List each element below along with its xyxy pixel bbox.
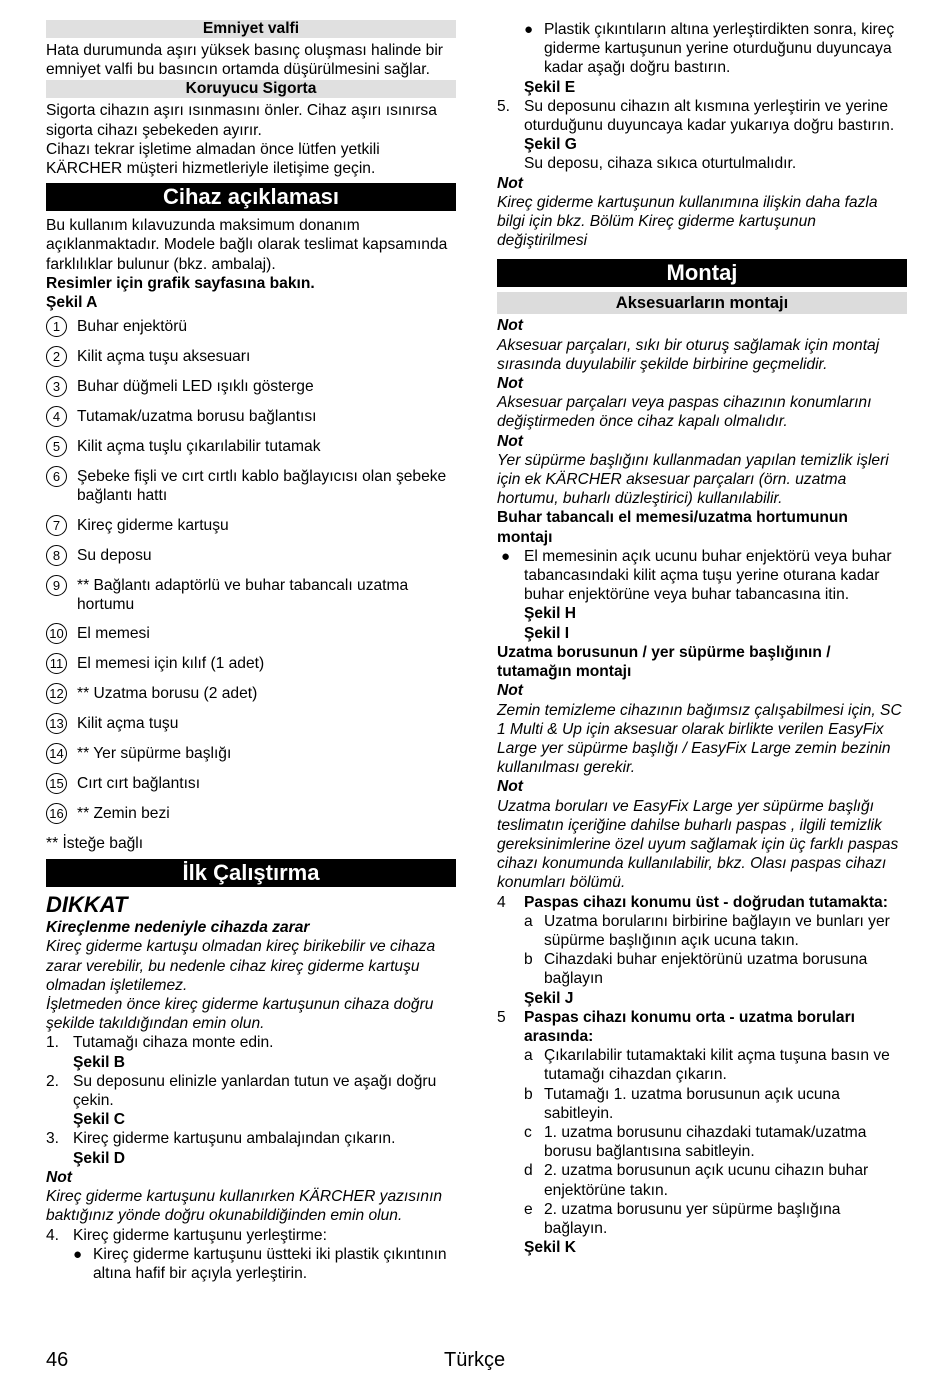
item-letter: c [524, 1123, 532, 1141]
component-label: ** Uzatma borusu (2 adet) [77, 685, 258, 703]
item-text: Çıkarılabilir tutamaktaki kilit açma tuşuna basın ve tutamağı cihazdan çıkarın. [544, 1047, 890, 1084]
aciklama-text: Bu kullanım kılavuzunda maksimum donanım açıklanmaktadır. Modele bağlı olarak teslimat kapsamında farklılıklar bulunur (bkz. ambalaj). [46, 217, 448, 273]
component-number: 7 [46, 515, 67, 536]
step-text: Su deposunu elinizle yanlardan tutun ve aşağı doğru çekin. [73, 1072, 437, 1110]
note-label: Not [497, 432, 523, 450]
component-item [46, 516, 456, 536]
step-4-bullet-1 [46, 1245, 456, 1283]
component-number: 8 [46, 545, 67, 566]
component-label: Buhar enjektörü [77, 318, 188, 336]
component-number: 9 [46, 575, 67, 596]
page-number: 46 [46, 1349, 69, 1371]
component-number: 4 [46, 406, 67, 427]
component-label: ** Yer süpürme başlığı [77, 745, 232, 763]
item-letter: e [524, 1200, 533, 1218]
component-item [46, 317, 456, 337]
component-number: 13 [46, 713, 67, 734]
component-item [46, 407, 456, 427]
figure-ref-g: Şekil G [524, 136, 577, 154]
figure-ref-d: Şekil D [73, 1149, 126, 1167]
item-text: 2. uzatma borusunu yer süpürme başlığına bağlayın. [544, 1200, 841, 1237]
component-label: El memesi [77, 625, 150, 643]
step-4 [46, 1226, 456, 1245]
component-item [46, 684, 456, 704]
figure-ref-k: Şekil K [524, 1239, 577, 1257]
position-item-5b [497, 1085, 907, 1123]
step-number: 1. [46, 1034, 60, 1052]
cihaz-aciklamasi-heading: Cihaz açıklaması [46, 183, 456, 211]
buhar-bullet [497, 547, 907, 605]
step-2 [46, 1072, 456, 1110]
component-number: 15 [46, 773, 67, 794]
component-item [46, 437, 456, 457]
component-number: 12 [46, 683, 67, 704]
component-number: 11 [46, 653, 67, 674]
position-item-4 [497, 893, 907, 912]
note-text: Aksesuar parçaları veya paspas cihazının konumlarını değiştirmeden önce cihaz kapalı olmalıdır. [497, 394, 872, 431]
component-number: 16 [46, 803, 67, 824]
component-item [46, 624, 456, 644]
component-label: Şebeke fişli ve cırt cırtlı kablo bağlayıcısı olan şebeke bağlantı hattı [77, 468, 447, 505]
note-label: Not [497, 174, 523, 192]
aksesuar-montaji-heading: Aksesuarların montajı [497, 292, 907, 314]
note-text: Yer süpürme başlığını kullanmadan yapılan temizlik işleri için ek KÄRCHER aksesuar parçaları (örn. uzatma hortumu, buharlı düzleştirici) kullanılabilir. [497, 451, 889, 508]
component-label: Cırt cırt bağlantısı [77, 775, 201, 793]
figure-ref-i: Şekil I [524, 624, 570, 642]
ilk-calistirma-heading: İlk Çalıştırma [46, 859, 456, 887]
item-letter: b [524, 951, 533, 969]
language-label: Türkçe [444, 1349, 506, 1371]
component-number: 10 [46, 623, 67, 644]
step-number: 2. [46, 1072, 60, 1090]
note-text: Kireç giderme kartuşunu kullanırken KÄRCHER yazısının baktığınız yönde doğru okunabildiğinden emin olun. [46, 1188, 443, 1225]
figure-ref-h: Şekil H [524, 605, 577, 623]
component-label: Buhar düğmeli LED ışıklı gösterge [77, 378, 314, 396]
resimler-note: Resimler için grafik sayfasına bakın. [46, 274, 315, 292]
bullet-text: Kireç giderme kartuşunu üstteki iki plastik çıkıntının altına hafif bir açıyla yerleştirin. [93, 1245, 447, 1282]
component-label: Tutamak/uzatma borusu bağlantısı [77, 408, 317, 426]
component-label: Kilit açma tuşlu çıkarılabilir tutamak [77, 438, 321, 456]
component-number: 1 [46, 316, 67, 337]
item-letter: a [524, 912, 533, 930]
note-text: Zemin temizleme cihazının bağımsız çalışabilmesi için, SC 1 Multi & Up için aksesuar olarak birlikte verilen EasyFix Large yer süpürme başlığı / EasyFix Large zemin bezinin kullanılması gerekir. [497, 701, 902, 777]
step-text: Kireç giderme kartuşunu yerleştirme: [73, 1226, 327, 1244]
item-number: 5 [497, 1008, 506, 1026]
item-number: 4 [497, 893, 506, 911]
component-item [46, 347, 456, 367]
item-text: Tutamağı 1. uzatma borusunun açık ucuna sabitleyin. [544, 1085, 840, 1122]
figure-ref-j: Şekil J [524, 989, 574, 1007]
step-4-bullet-2 [497, 20, 907, 78]
note-label: Not [497, 778, 523, 796]
position-item-4a [497, 912, 907, 950]
step-3 [46, 1129, 456, 1148]
figure-ref-b: Şekil B [73, 1053, 126, 1071]
figure-ref-c: Şekil C [73, 1111, 126, 1129]
component-number: 2 [46, 346, 67, 367]
item-text: 2. uzatma borusunun açık ucunu cihazın buhar enjektörüne takın. [544, 1162, 869, 1199]
step-1 [46, 1033, 456, 1052]
bullet-icon: ● [73, 1245, 83, 1263]
note-text: Aksesuar parçaları, sıkı bir oturuş sağlamak için montaj sırasında duyulabilir şekilde birbirine geçmelidir. [497, 336, 880, 373]
position-item-5 [497, 1008, 907, 1046]
bullet-icon: ● [524, 21, 534, 38]
step-number: 5. [497, 97, 511, 115]
note-text: Kireç giderme kartuşunun kullanımına ilişkin daha fazla bilgi için bkz. Bölüm Kireç giderme kartuşunun değiştirilmesi [497, 193, 878, 250]
item-text: Paspas cihazı konumu orta - uzatma boruları arasında: [524, 1008, 856, 1045]
dikkat-text-1: Kireç giderme kartuşu olmadan kireç birikebilir ve cihaza zarar verebilir, bu nedenle cihaz kireç giderme kartuşu olmadan işletilemez. [46, 938, 436, 994]
component-label: El memesi için kılıf (1 adet) [77, 655, 265, 673]
dikkat-subtitle: Kireçlenme nedeniyle cihazda zarar [46, 919, 310, 937]
component-number: 6 [46, 466, 67, 487]
sigorta-text-1: Sigorta cihazın aşırı ısınmasını önler. Cihaz aşırı ısınırsa sigorta cihazı şebekeden ayırır. [46, 102, 437, 139]
step-text: Kireç giderme kartuşunu ambalajından çıkarın. [73, 1130, 396, 1148]
position-item-5a [497, 1046, 907, 1084]
item-letter: d [524, 1162, 533, 1180]
step-number: 4. [46, 1226, 60, 1244]
component-label: Kireç giderme kartuşu [77, 516, 229, 534]
emniyet-text: Hata durumunda aşırı yüksek basınç oluşması halinde bir emniyet valfi bu basıncın ortamda düşürülmesini sağlar. [46, 42, 443, 79]
step-number: 3. [46, 1130, 60, 1148]
bullet-text: El memesinin açık ucunu buhar enjektörü veya buhar tabancasındaki kilit açma tuşu yerine oturana kadar buhar enjektörüne veya buhar tabancasına itin. [524, 547, 892, 604]
sigorta-text-2: Cihazı tekrar işletime almadan önce lütfen yetkili KÄRCHER müşteri hizmetleriyle iletişime geçin. [46, 140, 380, 178]
item-text: Paspas cihazı konumu üst - doğrudan tutamakta: [524, 893, 888, 911]
item-letter: b [524, 1085, 533, 1103]
note-label: Not [497, 317, 523, 335]
component-list [46, 317, 456, 824]
buhar-heading: Buhar tabancalı el memesi/uzatma hortumunun montajı [497, 509, 848, 546]
component-item [46, 546, 456, 566]
item-text: 1. uzatma borusunu cihazdaki tutamak/uzatma borusu bağlantısına sabitleyin. [544, 1123, 867, 1161]
dikkat-heading: DIKKAT [46, 892, 128, 918]
component-label: Su deposu [77, 546, 152, 564]
component-number: 5 [46, 436, 67, 457]
figure-ref-e: Şekil E [524, 78, 576, 96]
component-item [46, 576, 456, 614]
bullet-icon: ● [501, 547, 511, 565]
step-text: Su deposunu cihazın alt kısmına yerleştirin ve yerine oturduğunu duyuncaya kadar yukarıya doğru bastırın. [524, 97, 895, 135]
note-text: Uzatma boruları ve EasyFix Large yer süpürme başlığı teslimatın içeriğine dahilse buharlı paspas , ilgili temizlik gereksinimlerine özel uyum sağlamak için üç farklı paspas cihazı konumunda kullanılabilir, bkz. Olası paspas cihazı konumları bölümü. [497, 797, 899, 892]
sigorta-heading: Koruyucu Sigorta [46, 80, 456, 98]
montaj-heading: Montaj [497, 259, 907, 287]
component-label: Kilit açma tuşu [77, 715, 179, 733]
figure-ref-a: Şekil A [46, 294, 98, 312]
uzatma-heading: Uzatma borusunun / yer süpürme başlığının / tutamağın montajı [497, 643, 831, 681]
optional-note: ** İsteğe bağlı [46, 835, 144, 853]
note-label: Not [497, 682, 523, 700]
item-text: Cihazdaki buhar enjektörünü uzatma borusuna bağlayın [544, 951, 868, 988]
position-item-4b [497, 950, 907, 988]
component-item [46, 467, 456, 505]
left-column [46, 20, 456, 1283]
component-item [46, 804, 456, 824]
component-item [46, 774, 456, 794]
component-label: Kilit açma tuşu aksesuarı [77, 348, 251, 366]
component-number: 3 [46, 376, 67, 397]
step-text: Tutamağı cihaza monte edin. [73, 1034, 274, 1052]
component-item [46, 654, 456, 674]
component-label: ** Bağlantı adaptörlü ve buhar tabancalı uzatma hortumu [77, 576, 409, 613]
component-item [46, 744, 456, 764]
note-label: Not [497, 375, 523, 393]
position-item-5c [497, 1123, 907, 1161]
item-text: Uzatma borularını birbirine bağlayın ve bunları yer süpürme başlığının açık ucuna takın. [544, 912, 890, 949]
component-item [46, 377, 456, 397]
bullet-text: Plastik çıkıntıların altına yerleştirdikten sonra, kireç giderme kartuşunun yerine oturduğunu duyuncaya kadar aşağı doğru bastırın. [544, 21, 895, 77]
right-column [497, 20, 907, 1257]
emniyet-heading: Emniyet valfi [46, 20, 456, 38]
note-label: Not [46, 1168, 72, 1186]
component-label: ** Zemin bezi [77, 805, 170, 823]
dikkat-text-2: İşletmeden önce kireç giderme kartuşunun cihaza doğru şekilde takıldığından emin olun. [46, 996, 434, 1033]
component-number: 14 [46, 743, 67, 764]
component-item [46, 714, 456, 734]
position-item-5d [497, 1161, 907, 1199]
position-item-5e [497, 1200, 907, 1238]
item-letter: a [524, 1047, 533, 1065]
step-5 [497, 97, 907, 135]
step-5-note: Su deposu, cihaza sıkıca oturtulmalıdır. [524, 155, 797, 173]
